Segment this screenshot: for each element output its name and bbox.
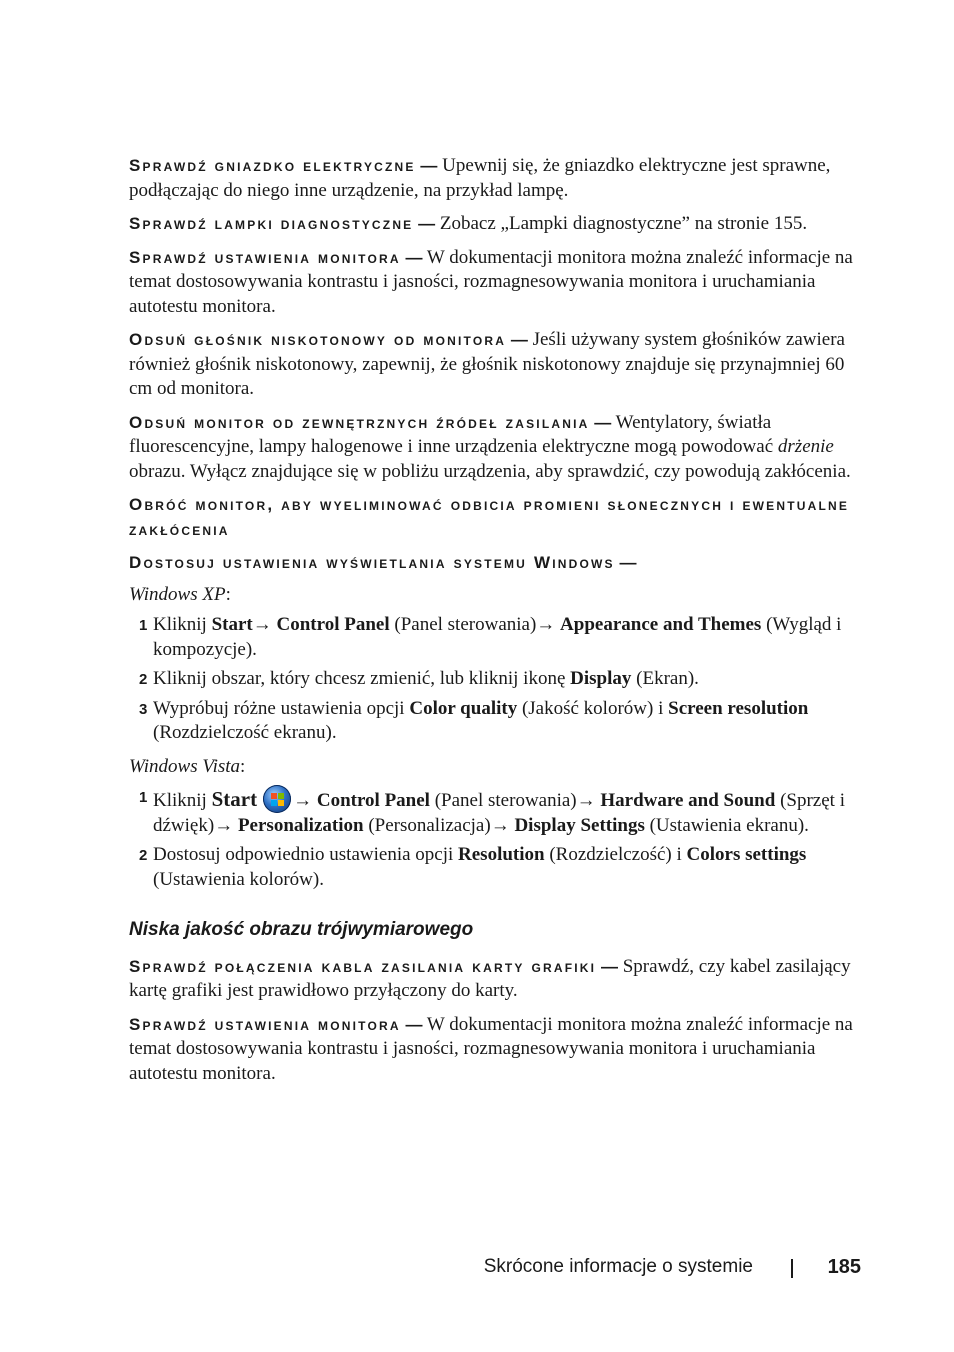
footer-title: Skrócone informacje o systemie [483, 1256, 753, 1277]
page-number: 185 [827, 1256, 861, 1278]
page-content [129, 154, 855, 1095]
list-item: 1 Kliknij Start→ Control Panel (Panel sterowania)→ Appearance and Themes (Wygląd i kompozycje). [139, 614, 842, 660]
entry-heading: Sprawdź gniazdko elektryczne [129, 156, 416, 175]
entry-heading: Sprawdź ustawienia monitora [129, 247, 401, 267]
entry-check-diagnostic-lights: Sprawdź lampki diagnostyczne — Zobacz „Lampki diagnostyczne” na stronie 155. [129, 213, 808, 234]
entry-heading: Obróć monitor, aby wyeliminować odbicia promieni słonecznych i ewentualne zakłócenia [129, 495, 850, 539]
entry-rotate-monitor [129, 493, 855, 542]
entry-heading: Sprawdź lampki diagnostyczne [129, 214, 414, 233]
entry-move-subwoofer: Odsuń głośnik niskotonowy od monitora — Jeśli używany system głośników zawiera również głośnik niskotonowy, zapewnij, że głośnik niskotonowy znajduje się przynajmniej 60 cm od monitora. [129, 329, 845, 399]
entry-check-monitor-settings: Sprawdź ustawienia monitora — W dokumentacji monitora można znaleźć informacje na temat dostosowywania kontrastu i jasności, rozmagnesowywania monitora i uruchamiania autotestu monitora. [129, 246, 853, 317]
list-item: 3 Wypróbuj różne ustawienia opcji Color quality (Jakość kolorów) i Screen resolution (Rozdzielczość ekranu). [139, 697, 809, 743]
entry-heading: Sprawdź ustawienia monitora [129, 1014, 401, 1034]
entry-move-monitor-from-power-sources: Odsuń monitor od zewnętrznych źródeł zasilania — Wentylatory, światła fluorescencyjne, lampy halogenowe i inne urządzenia elektryczne mogą powodować drżenie obrazu. Wyłącz znajdujące się w pobliżu urządzenia, aby sprawdzić, czy powodują zakłócenia. [129, 411, 851, 482]
entry-heading: Odsuń głośnik niskotonowy od monitora [129, 330, 507, 349]
windows-xp-steps [129, 613, 855, 746]
list-item: 2 Dostosuj odpowiednio ustawienia opcji Resolution (Rozdzielczość) i Colors settings (Ustawienia kolorów). [139, 844, 807, 890]
page-footer [129, 1256, 861, 1282]
entry-heading: Odsuń monitor od zewnętrznych źródeł zasilania [129, 412, 590, 432]
entry-heading: Sprawdź połączenia kabla zasilania karty grafiki [129, 956, 597, 976]
windows-vista-label: Windows Vista: [129, 755, 246, 777]
entry-heading: Dostosuj ustawienia wyświetlania systemu Windows [129, 553, 615, 572]
list-item: 1 Kliknij Start → Control Panel (Panel sterowania)→ Hardware and Sound (Sprzęt i dźwięk)→ Personalization (Personalizacja)→ Display Settings (Ustawienia ekranu). [139, 787, 845, 836]
windows-xp-label: Windows XP: [129, 583, 231, 605]
windows-vista-steps [129, 785, 855, 892]
footer-separator [791, 1259, 793, 1278]
entry-check-outlet: Sprawdź gniazdko elektryczne — Upewnij się, że gniazdko elektryczne jest sprawne, podłączając do niego inne urządzenie, na przykład lampę. [129, 155, 831, 201]
list-item: 2 Kliknij obszar, który chcesz zmienić, lub kliknij ikonę Display (Ekran). [139, 668, 699, 689]
entry-check-monitor-settings-2: Sprawdź ustawienia monitora — W dokumentacji monitora można znaleźć informacje na temat dostosowywania kontrastu i jasności, rozmagnesowywania monitora i uruchamiania autotestu monitora. [129, 1013, 853, 1084]
windows-start-orb-icon [263, 785, 291, 813]
entry-check-graphics-power-cable: Sprawdź połączenia kabla zasilania karty grafiki — Sprawdź, czy kabel zasilający kartę grafiki jest prawidłowo przyłączony do karty. [129, 955, 851, 1001]
entry-adjust-windows-display: Dostosuj ustawienia wyświetlania systemu Windows — [129, 553, 637, 572]
subsection-title: Niska jakość obrazu trójwymiarowego [129, 919, 474, 940]
